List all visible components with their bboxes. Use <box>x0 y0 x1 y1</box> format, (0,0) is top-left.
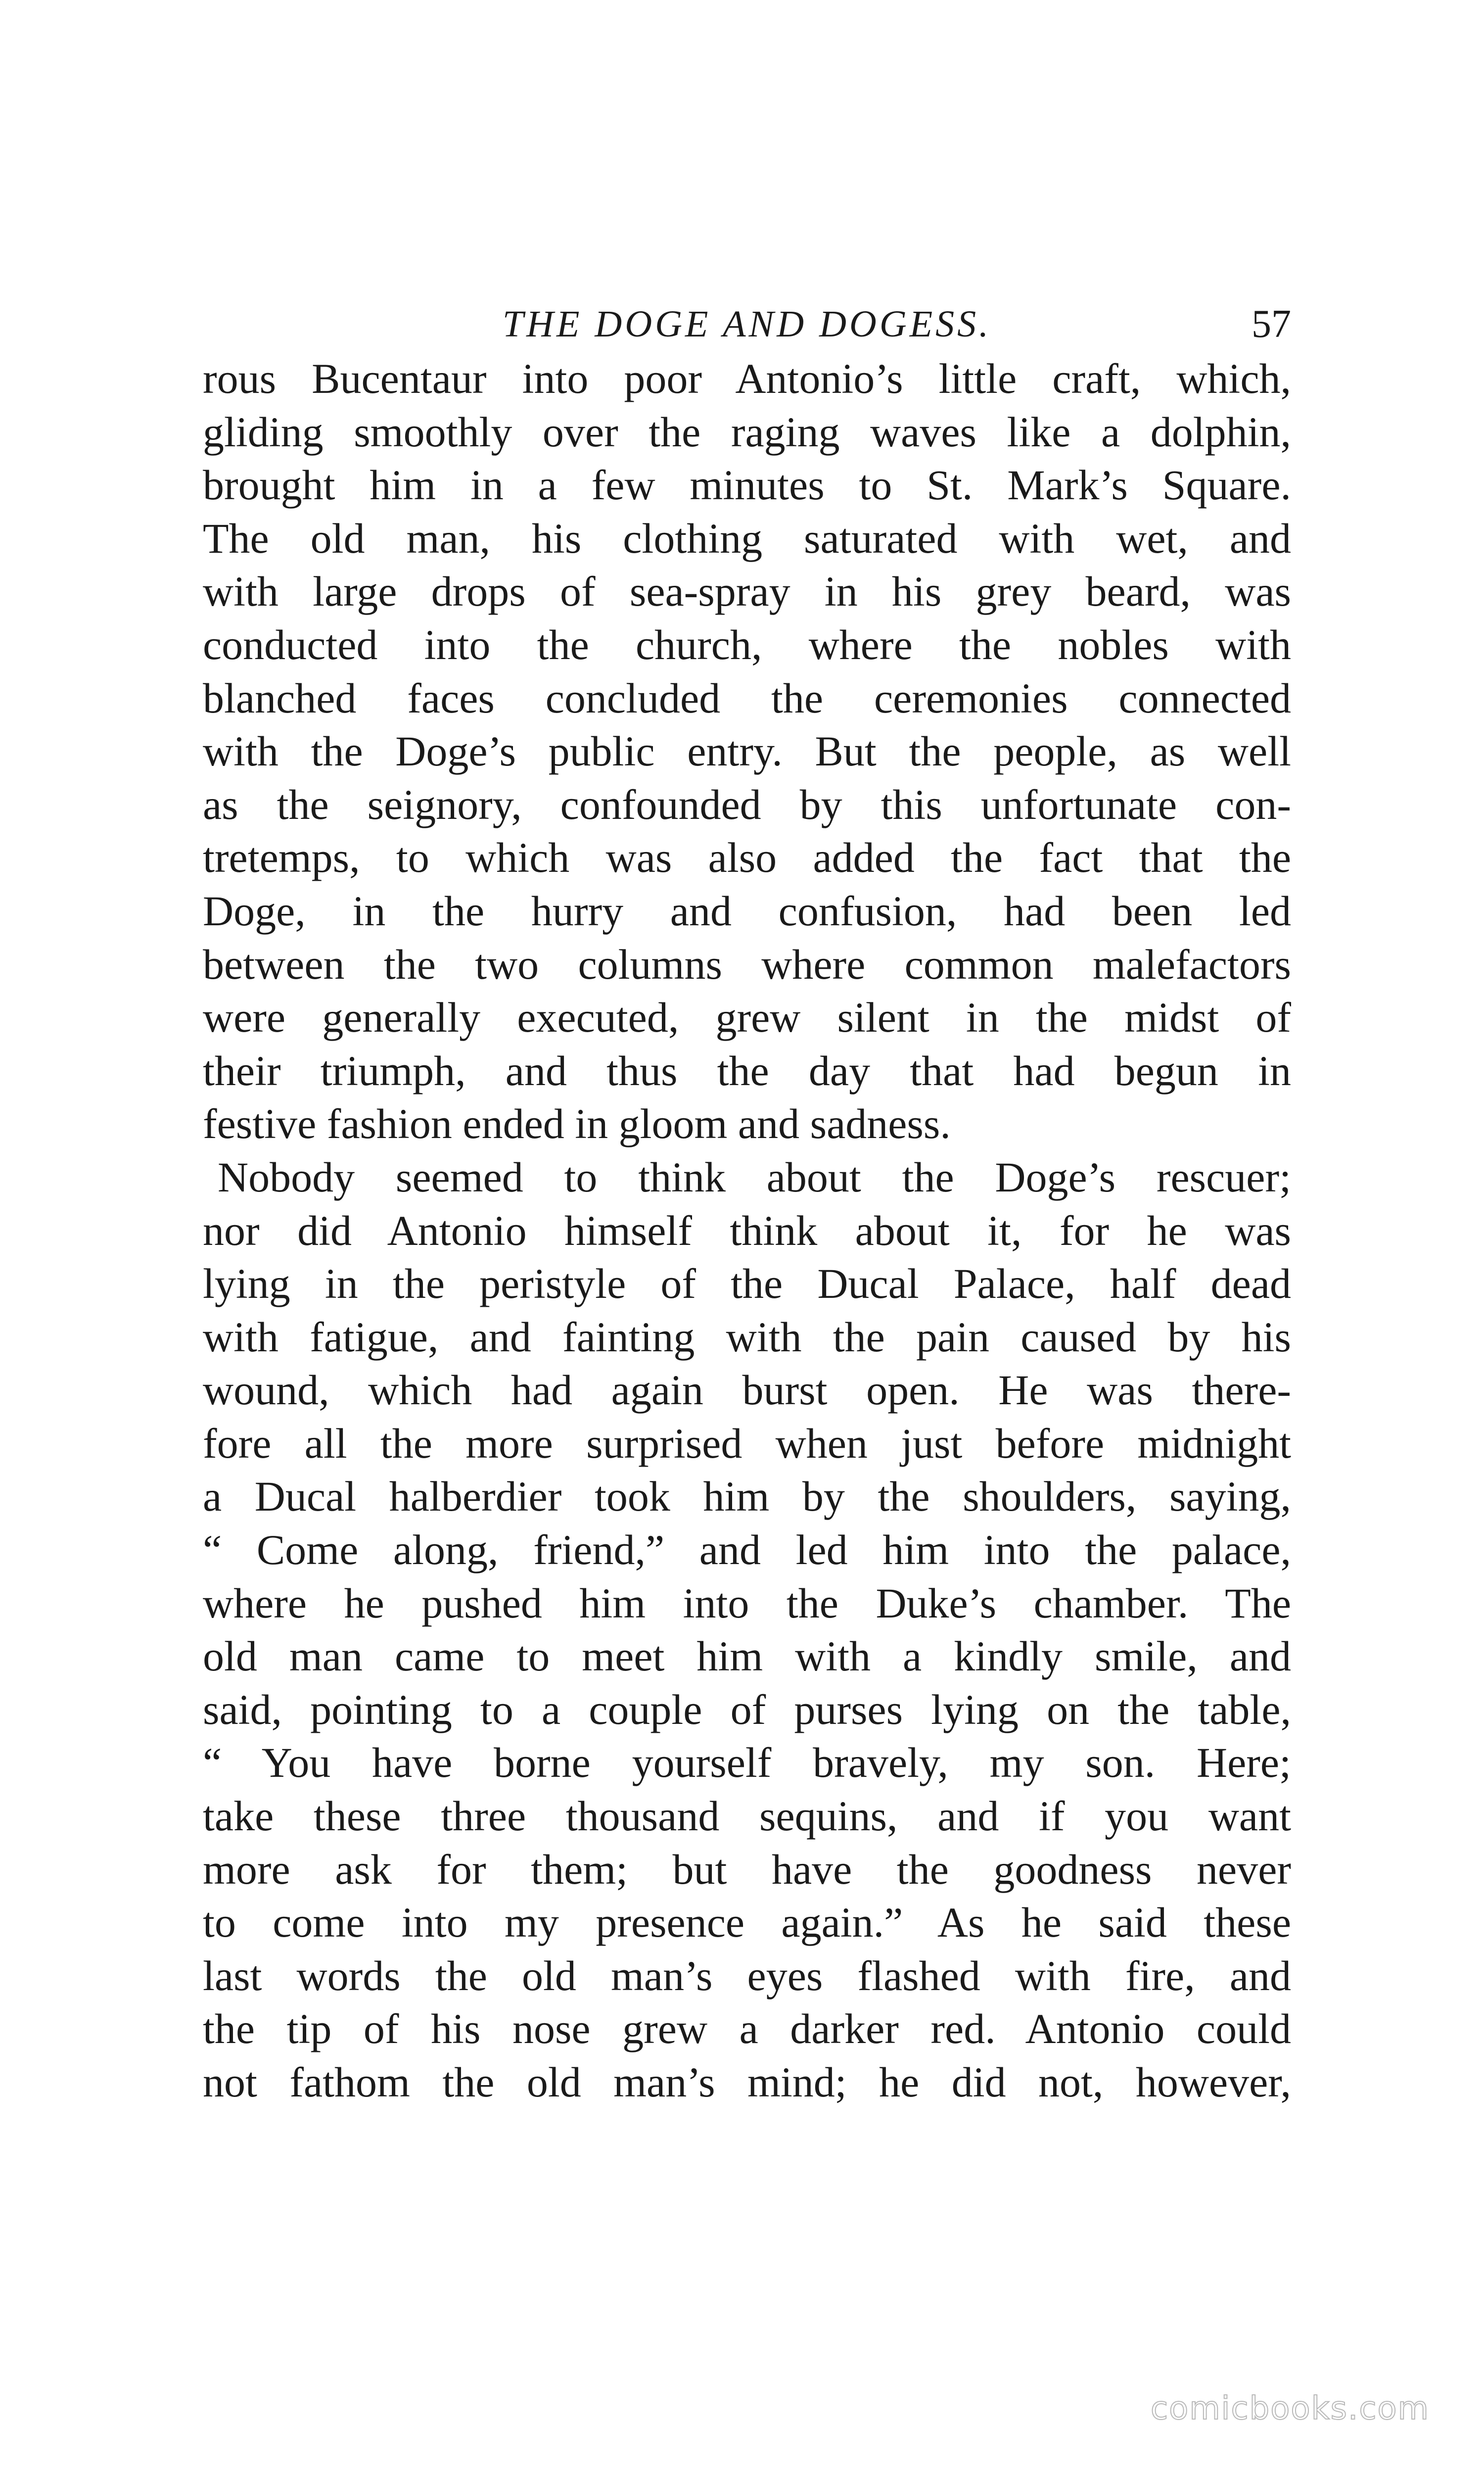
text-line: Nobody seemed to think about the Doge’s rescuer; <box>218 1153 1291 1201</box>
text-line: old man came to meet him with a kindly smile, and <box>203 1632 1291 1680</box>
text-line: between the two columns where common malefactors <box>203 940 1291 988</box>
text-line: rous Bucentaur into poor Antonio’s little craft, which, <box>203 355 1291 402</box>
text-line: a Ducal halberdier took him by the shoulders, saying, <box>203 1473 1291 1521</box>
text-line: nor did Antonio himself think about it, for he was <box>203 1206 1291 1254</box>
text-line: fore all the more surprised when just before midnight <box>203 1419 1291 1467</box>
text-line: The old man, his clothing saturated with wet, and <box>203 514 1291 562</box>
running-head-title: THE DOGE AND DOGESS. <box>502 303 992 345</box>
text-line: lying in the peristyle of the Ducal Palace, half dead <box>203 1260 1291 1308</box>
text-line: said, pointing to a couple of purses lying on the table, <box>203 1685 1291 1733</box>
text-line: “ You have borne yourself bravely, my son. Here; <box>203 1739 1291 1787</box>
running-head <box>203 294 1291 354</box>
text-line: were generally executed, grew silent in the midst of <box>203 994 1291 1042</box>
text-line: not fathom the old man’s mind; he did not, however, <box>203 2058 1291 2106</box>
text-line: as the seignory, confounded by this unfortunate con- <box>203 780 1291 828</box>
text-line: last words the old man’s eyes flashed with fire, and <box>203 1951 1291 1999</box>
text-line: gliding smoothly over the raging waves like a dolphin, <box>203 408 1291 456</box>
text-line: their triumph, and thus the day that had begun in <box>203 1047 1291 1094</box>
text-line: more ask for them; but have the goodness never <box>203 1845 1291 1893</box>
text-line: with the Doge’s public entry. But the people, as well <box>203 727 1291 775</box>
text-line: the tip of his nose grew a darker red. Antonio could <box>203 2005 1291 2053</box>
text-line: blanched faces concluded the ceremonies connected <box>203 674 1291 722</box>
text-line: Doge, in the hurry and confusion, had been led <box>203 887 1291 935</box>
page-number: 57 <box>1252 302 1291 346</box>
text-line: brought him in a few minutes to St. Mark’s Square. <box>203 461 1291 509</box>
text-line: to come into my presence again.” As he said these <box>203 1899 1291 1947</box>
text-line: with fatigue, and fainting with the pain caused by his <box>203 1313 1291 1361</box>
text-line: wound, which had again burst open. He was there- <box>203 1366 1291 1414</box>
text-line: festive fashion ended in gloom and sadness. <box>203 1100 951 1148</box>
text-line: take these three thousand sequins, and if you want <box>203 1792 1291 1840</box>
text-line: tretemps, to which was also added the fact that the <box>203 834 1291 882</box>
text-line: with large drops of sea-spray in his grey beard, was <box>203 568 1291 616</box>
watermark-text: comicbooks.com <box>1150 2390 1430 2427</box>
text-line: conducted into the church, where the nobles with <box>203 620 1291 668</box>
text-line: “ Come along, friend,” and led him into the palace, <box>203 1526 1291 1574</box>
text-line: where he pushed him into the Duke’s chamber. The <box>203 1579 1291 1627</box>
body-text <box>203 352 1291 2109</box>
